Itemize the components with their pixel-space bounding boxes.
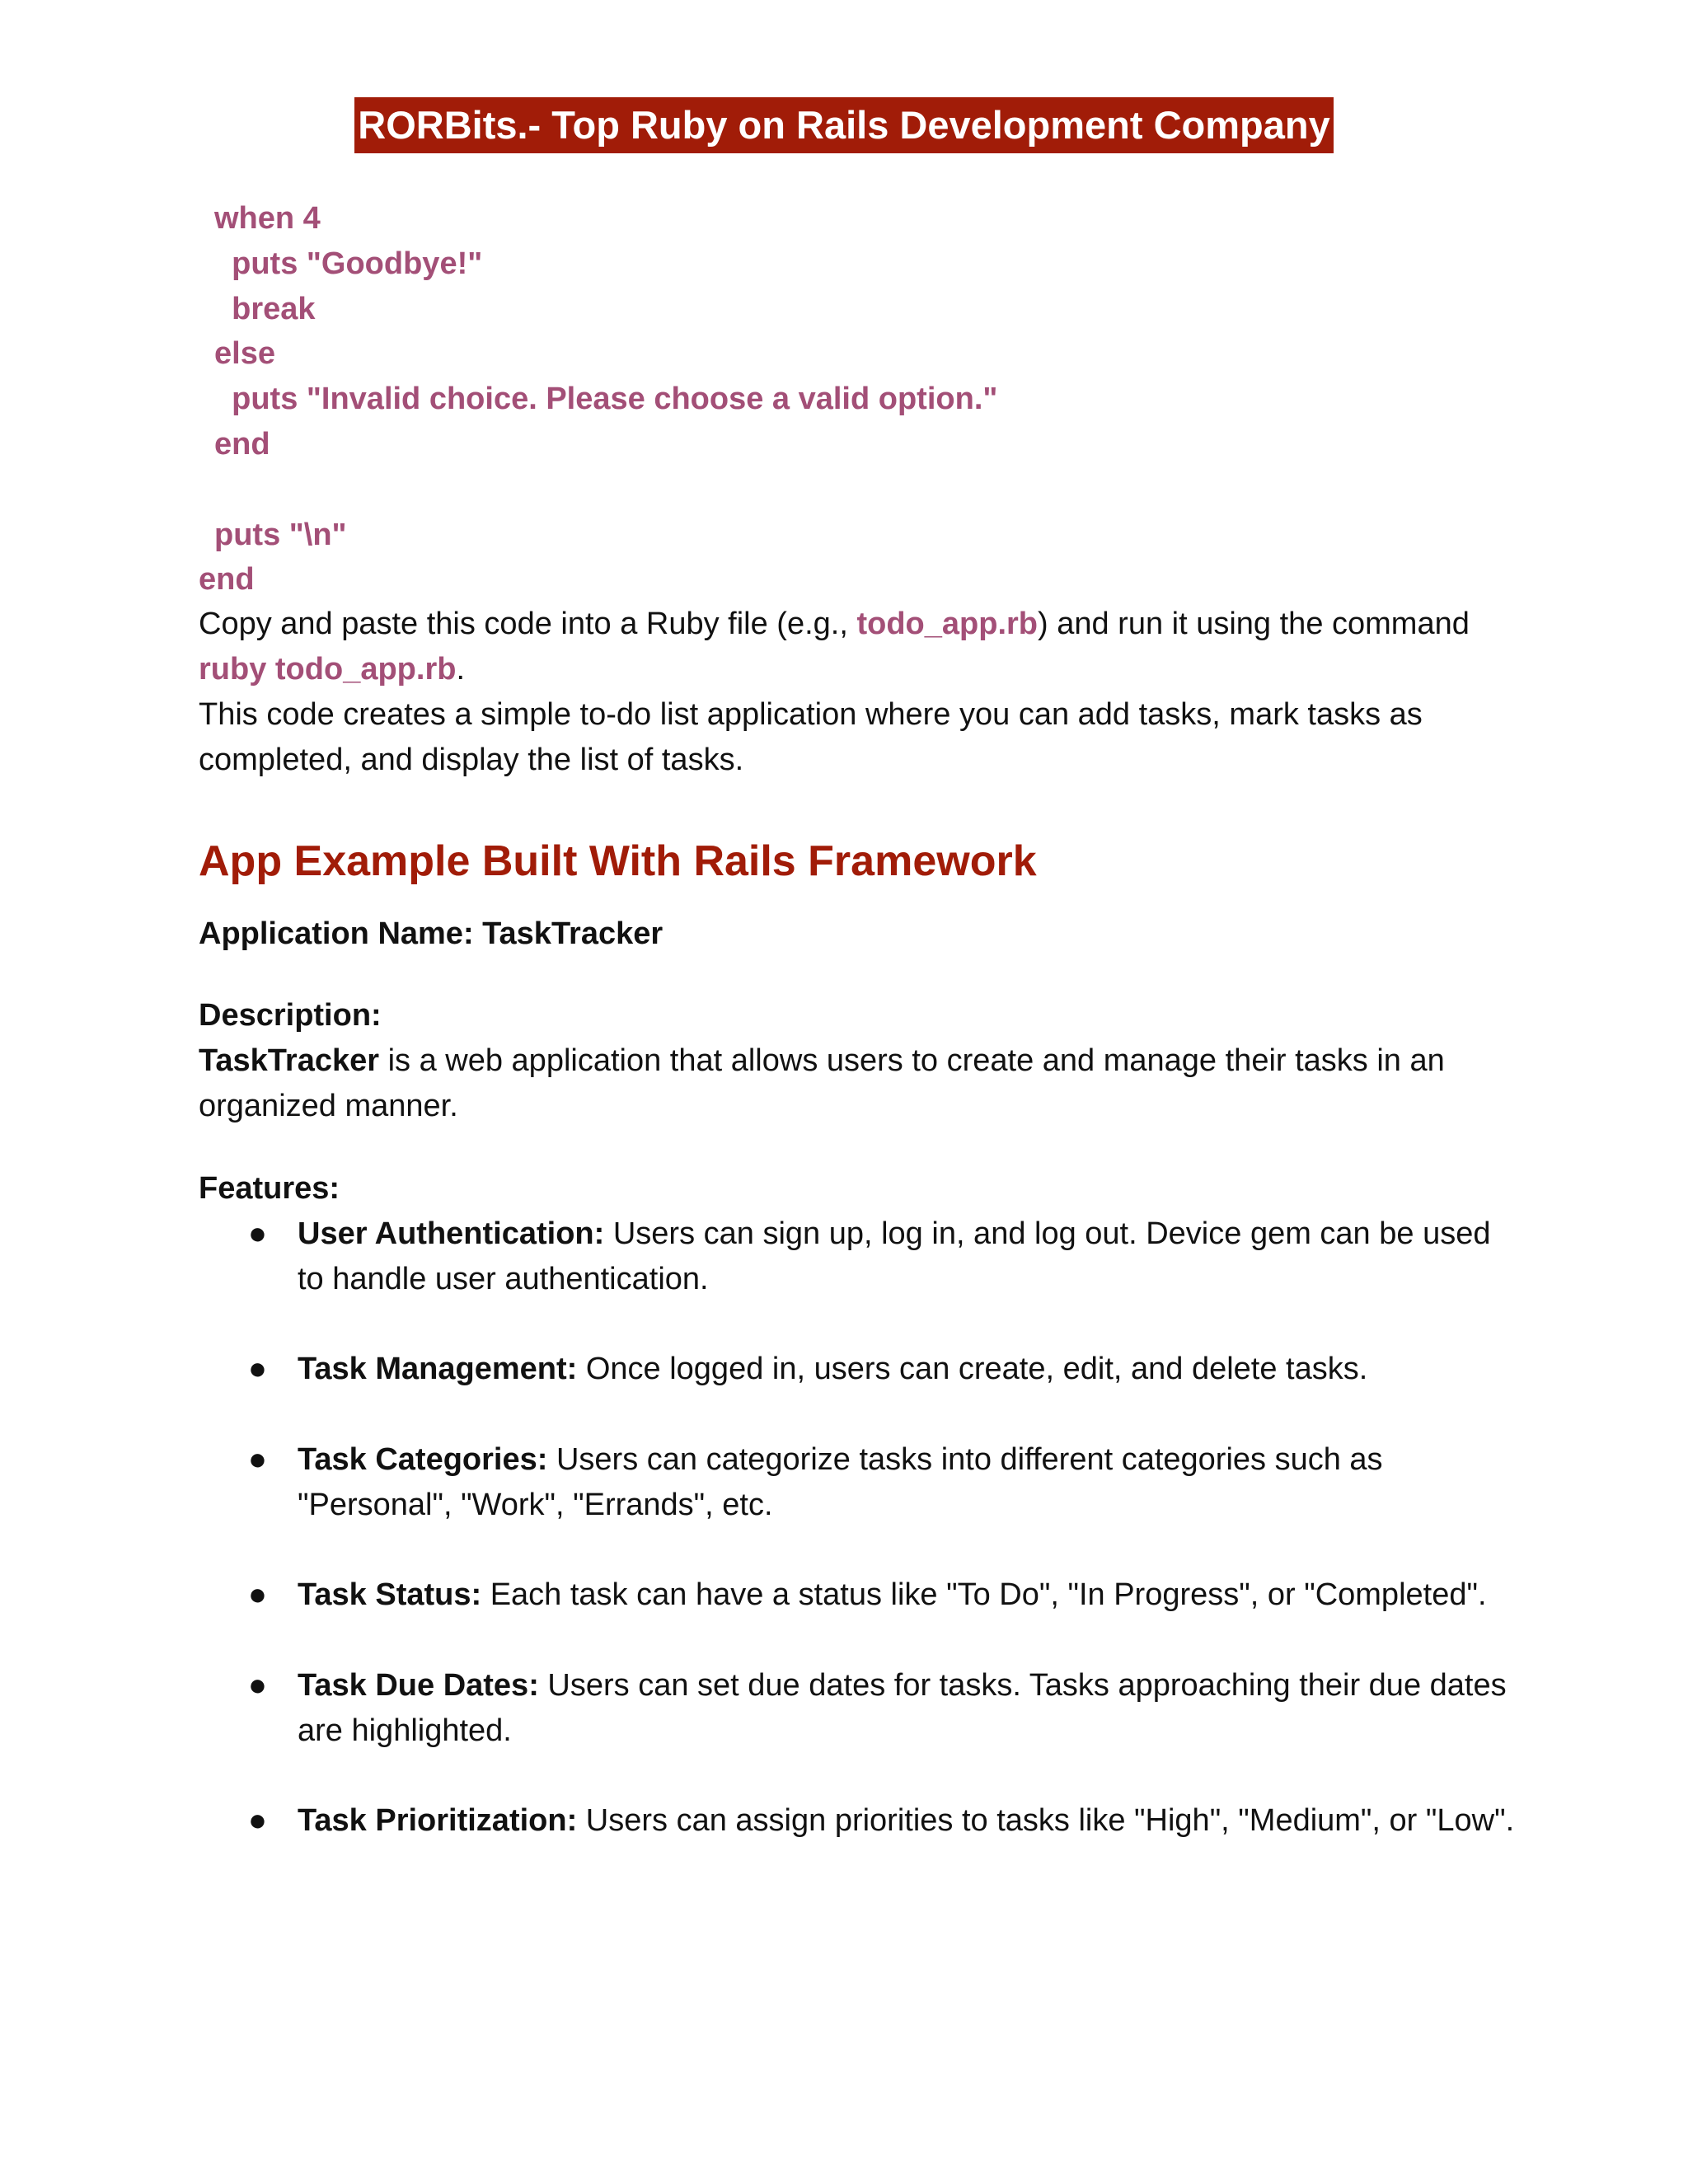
instructions-text: Copy and paste this code into a Ruby file (e.g., (199, 607, 857, 641)
feature-title: Task Prioritization: (298, 1803, 578, 1839)
instructions-paragraph (199, 602, 1501, 692)
feature-text: Users can sign up, log in, and log out. Device gem can be used to handle user authentication. (298, 1216, 1491, 1296)
list-item (199, 1663, 1517, 1754)
feature-text: Users can assign priorities to tasks like "High", "Medium", or "Low". (577, 1803, 1515, 1839)
feature-title: User Authentication: (298, 1216, 605, 1251)
code-line (199, 467, 997, 513)
list-item (199, 1798, 1517, 1844)
code-line: puts "\n" (214, 517, 347, 552)
bullet-icon: ● (248, 1216, 267, 1251)
list-item (199, 1437, 1517, 1528)
code-block (199, 196, 997, 602)
list-item (199, 1347, 1517, 1392)
features-list (199, 1212, 1517, 1889)
bullet-icon: ● (248, 1441, 267, 1477)
description-label: Description: (199, 998, 382, 1033)
banner-title: RORBits.- Top Ruby on Rails Development Company (354, 97, 1333, 153)
header-banner (0, 97, 1688, 153)
app-name: TaskTracker (199, 1043, 380, 1078)
code-line: break (214, 291, 316, 326)
section-heading: App Example Built With Rails Framework (199, 837, 1037, 885)
code-line: end (214, 426, 270, 462)
code-line: when 4 (214, 201, 321, 236)
instructions-text: . (456, 651, 466, 687)
code-line: end (199, 562, 255, 598)
description-paragraph (199, 1038, 1501, 1129)
app-name-label: Application Name: TaskTracker (199, 916, 663, 951)
command-code: ruby todo_app.rb (199, 651, 457, 687)
filename-code: todo_app.rb (856, 607, 1039, 641)
code-line: puts "Invalid choice. Please choose a valid option." (214, 382, 998, 417)
description-text: is a web application that allows users to create and manage their tasks in an organized manner. (199, 1043, 1445, 1123)
feature-title: Task Status: (298, 1577, 482, 1613)
bullet-icon: ● (248, 1667, 267, 1703)
feature-text: Users can categorize tasks into different categories such as "Personal", "Work", "Errands", etc. (298, 1441, 1383, 1522)
list-item (199, 1212, 1517, 1302)
instructions-text: ) and run it using the command (1038, 607, 1470, 641)
list-item (199, 1572, 1517, 1618)
bullet-icon: ● (248, 1577, 267, 1613)
feature-text: Each task can have a status like "To Do", "In Progress", or "Completed". (481, 1577, 1487, 1613)
code-line: puts "Goodbye!" (214, 246, 483, 281)
feature-title: Task Management: (298, 1352, 578, 1387)
feature-text: Once logged in, users can create, edit, and delete tasks. (577, 1352, 1368, 1387)
feature-title: Task Due Dates: (298, 1667, 539, 1703)
code-line: else (214, 336, 275, 372)
bullet-icon: ● (248, 1352, 267, 1387)
features-label: Features: (199, 1171, 340, 1206)
summary-paragraph: This code creates a simple to-do list application where you can add tasks, mark tasks as completed, and display the list of tasks. (199, 697, 1423, 777)
bullet-icon: ● (248, 1803, 267, 1839)
feature-title: Task Categories: (298, 1441, 548, 1477)
feature-text: Users can set due dates for tasks. Tasks approaching their due dates are highlighted. (298, 1667, 1507, 1748)
